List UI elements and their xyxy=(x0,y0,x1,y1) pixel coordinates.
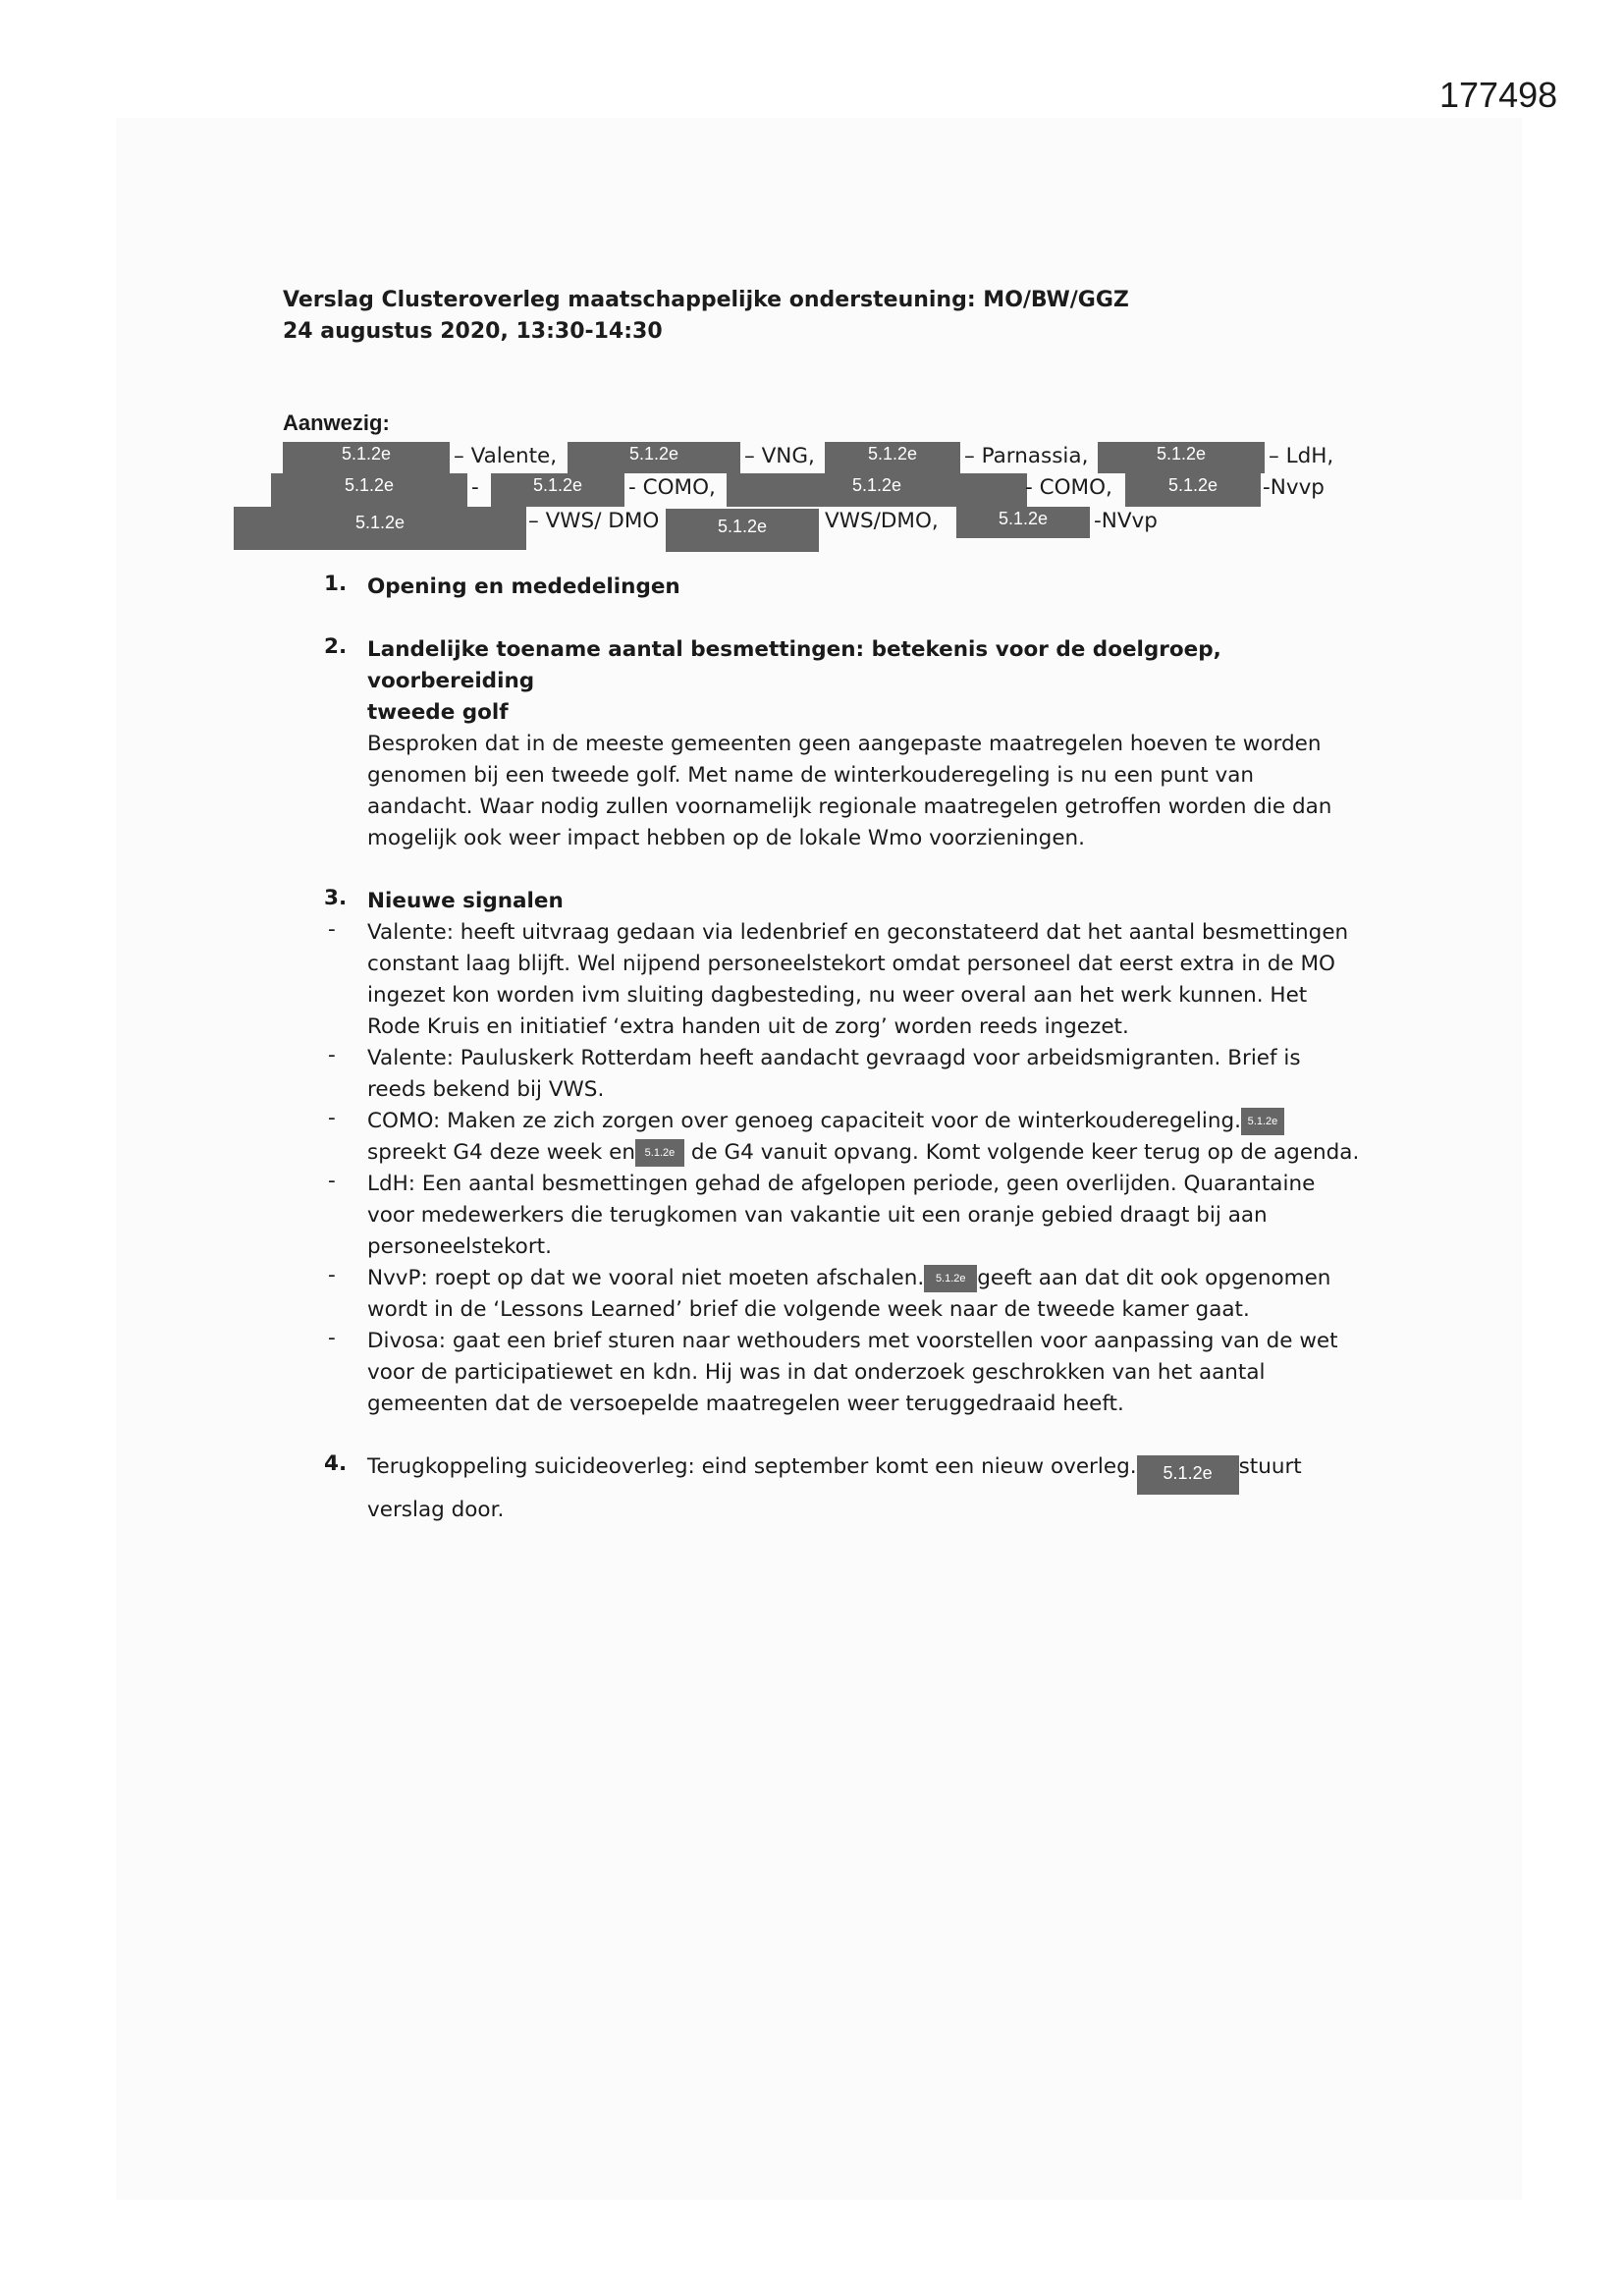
attendee-org: -NVvp xyxy=(1094,509,1158,533)
attendee-org: – VNG, xyxy=(744,444,815,468)
redaction-block: 5.1.2e xyxy=(491,473,624,507)
document-title xyxy=(283,285,1129,348)
section-heading xyxy=(367,634,1329,729)
list-item xyxy=(367,1263,1349,1326)
item-text: NvvP: roept op dat we vooral niet moeten afschalen. xyxy=(367,1266,925,1290)
attendee-org: – Parnassia, xyxy=(964,444,1089,468)
item-line: gemeenten dat de versoepelde maatregelen weer teruggedraaid heeft. xyxy=(367,1392,1124,1416)
list-item xyxy=(367,1043,1349,1106)
redaction-block: 5.1.2e xyxy=(727,473,1027,507)
item-line: ingezet kon worden ivm sluiting dagbesteding, nu weer overal aan het werk kunnen. Het xyxy=(367,983,1308,1008)
redaction-block: 5.1.2e xyxy=(271,473,467,507)
section-heading: Opening en mededelingen xyxy=(367,574,680,599)
attendee-org: - xyxy=(471,475,479,500)
item-line: Rode Kruis en initiatief ‘extra handen uit de zorg’ worden reeds ingezet. xyxy=(367,1014,1129,1039)
section-number: 1. xyxy=(324,572,348,596)
redaction-block: 5.1.2e xyxy=(568,442,740,473)
item-text: de G4 vanuit opvang. Komt volgende keer terug op de agenda. xyxy=(690,1140,1360,1165)
attendee-org: -Nvvp xyxy=(1263,475,1325,500)
redaction-block: 5.1.2e xyxy=(1241,1108,1284,1135)
attendee-org: - COMO, xyxy=(1025,475,1112,500)
list-bullet: - xyxy=(328,1043,336,1067)
redaction-block: 5.1.2e xyxy=(825,442,960,473)
body-line: Besproken dat in de meeste gemeenten geen aangepaste maatregelen hoeven te worden xyxy=(367,732,1322,756)
attendee-org: – LdH, xyxy=(1269,444,1334,468)
redaction-block: 5.1.2e xyxy=(283,442,450,473)
item-text: geeft aan dat dit ook opgenomen xyxy=(977,1266,1331,1290)
item-line: Divosa: gaat een brief sturen naar wethouders met voorstellen voor aanpassing van de wet xyxy=(367,1329,1338,1353)
attendee-org: VWS/DMO, xyxy=(825,509,939,533)
section-body xyxy=(367,729,1349,854)
item-line: Valente: Pauluskerk Rotterdam heeft aandacht gevraagd voor arbeidsmigranten. Brief is xyxy=(367,1046,1301,1070)
attendee-org: – Valente, xyxy=(454,444,558,468)
redaction-block: 5.1.2e xyxy=(234,507,526,550)
attendee-org: - COMO, xyxy=(628,475,716,500)
item-text: COMO: Maken ze zich zorgen over genoeg capaciteit voor de winterkouderegeling. xyxy=(367,1109,1241,1133)
list-item xyxy=(367,1106,1360,1169)
heading-line: tweede golf xyxy=(367,700,509,725)
item-text: stuurt xyxy=(1238,1454,1302,1479)
item-line: Valente: heeft uitvraag gedaan via ledenbrief en geconstateerd dat het aantal besmettingen xyxy=(367,920,1349,945)
list-item xyxy=(367,1326,1349,1420)
redaction-block: 5.1.2e xyxy=(1137,1455,1239,1495)
attendees-label: Aanwezig: xyxy=(283,410,390,435)
redaction-block: 5.1.2e xyxy=(635,1139,684,1167)
item-text: Terugkoppeling suicideoverleg: eind september komt een nieuw overleg. xyxy=(367,1454,1137,1479)
section-number: 2. xyxy=(324,634,348,659)
body-line: aandacht. Waar nodig zullen voornamelijk regionale maatregelen getroffen worden die dan xyxy=(367,794,1332,819)
list-bullet: - xyxy=(328,1106,336,1130)
list-item xyxy=(367,1169,1349,1263)
redaction-block: 5.1.2e xyxy=(956,507,1090,538)
section-body xyxy=(367,1451,1349,1526)
redaction-block: 5.1.2e xyxy=(1098,442,1265,473)
redaction-block: 5.1.2e xyxy=(666,509,819,552)
attendee-org: – VWS/ DMO xyxy=(528,509,660,533)
item-text: spreekt G4 deze week en xyxy=(367,1140,635,1165)
redaction-block: 5.1.2e xyxy=(924,1265,977,1292)
list-item xyxy=(367,917,1349,1043)
list-bullet: - xyxy=(328,1326,336,1350)
item-line: personeelstekort. xyxy=(367,1234,552,1259)
section-number: 3. xyxy=(324,886,348,910)
body-line: mogelijk ook weer impact hebben op de lokale Wmo voorzieningen. xyxy=(367,826,1086,850)
meeting-date: 24 augustus 2020, 13:30-14:30 xyxy=(283,319,663,344)
redaction-block: 5.1.2e xyxy=(1125,473,1261,507)
heading-line: Landelijke toename aantal besmettingen: betekenis voor de doelgroep, voorbereiding xyxy=(367,637,1221,693)
item-line: LdH: Een aantal besmettingen gehad de afgelopen periode, geen overlijden. Quarantaine xyxy=(367,1172,1316,1196)
item-line: verslag door. xyxy=(367,1498,505,1522)
list-bullet: - xyxy=(328,1263,336,1287)
item-line: voor de participatiewet en kdn. Hij was in dat onderzoek geschrokken van het aantal xyxy=(367,1360,1266,1385)
item-line: voor medewerkers die terugkomen van vakantie uit een oranje gebied draagt bij aan xyxy=(367,1203,1268,1228)
list-bullet: - xyxy=(328,917,336,942)
item-line: constant laag blijft. Wel nijpend personeelstekort omdat personeel dat eerst extra in de MO xyxy=(367,952,1335,976)
body-line: genomen bij een tweede golf. Met name de winterkouderegeling is nu een punt van xyxy=(367,763,1255,788)
document-id: 177498 xyxy=(1439,75,1558,115)
item-line: reeds bekend bij VWS. xyxy=(367,1077,605,1102)
title-line: Verslag Clusteroverleg maatschappelijke ondersteuning: MO/BW/GGZ xyxy=(283,288,1129,312)
section-number: 4. xyxy=(324,1451,348,1476)
list-bullet: - xyxy=(328,1169,336,1193)
section-heading: Nieuwe signalen xyxy=(367,889,564,913)
item-line: wordt in de ‘Lessons Learned’ brief die volgende week naar de tweede kamer gaat. xyxy=(367,1297,1250,1322)
